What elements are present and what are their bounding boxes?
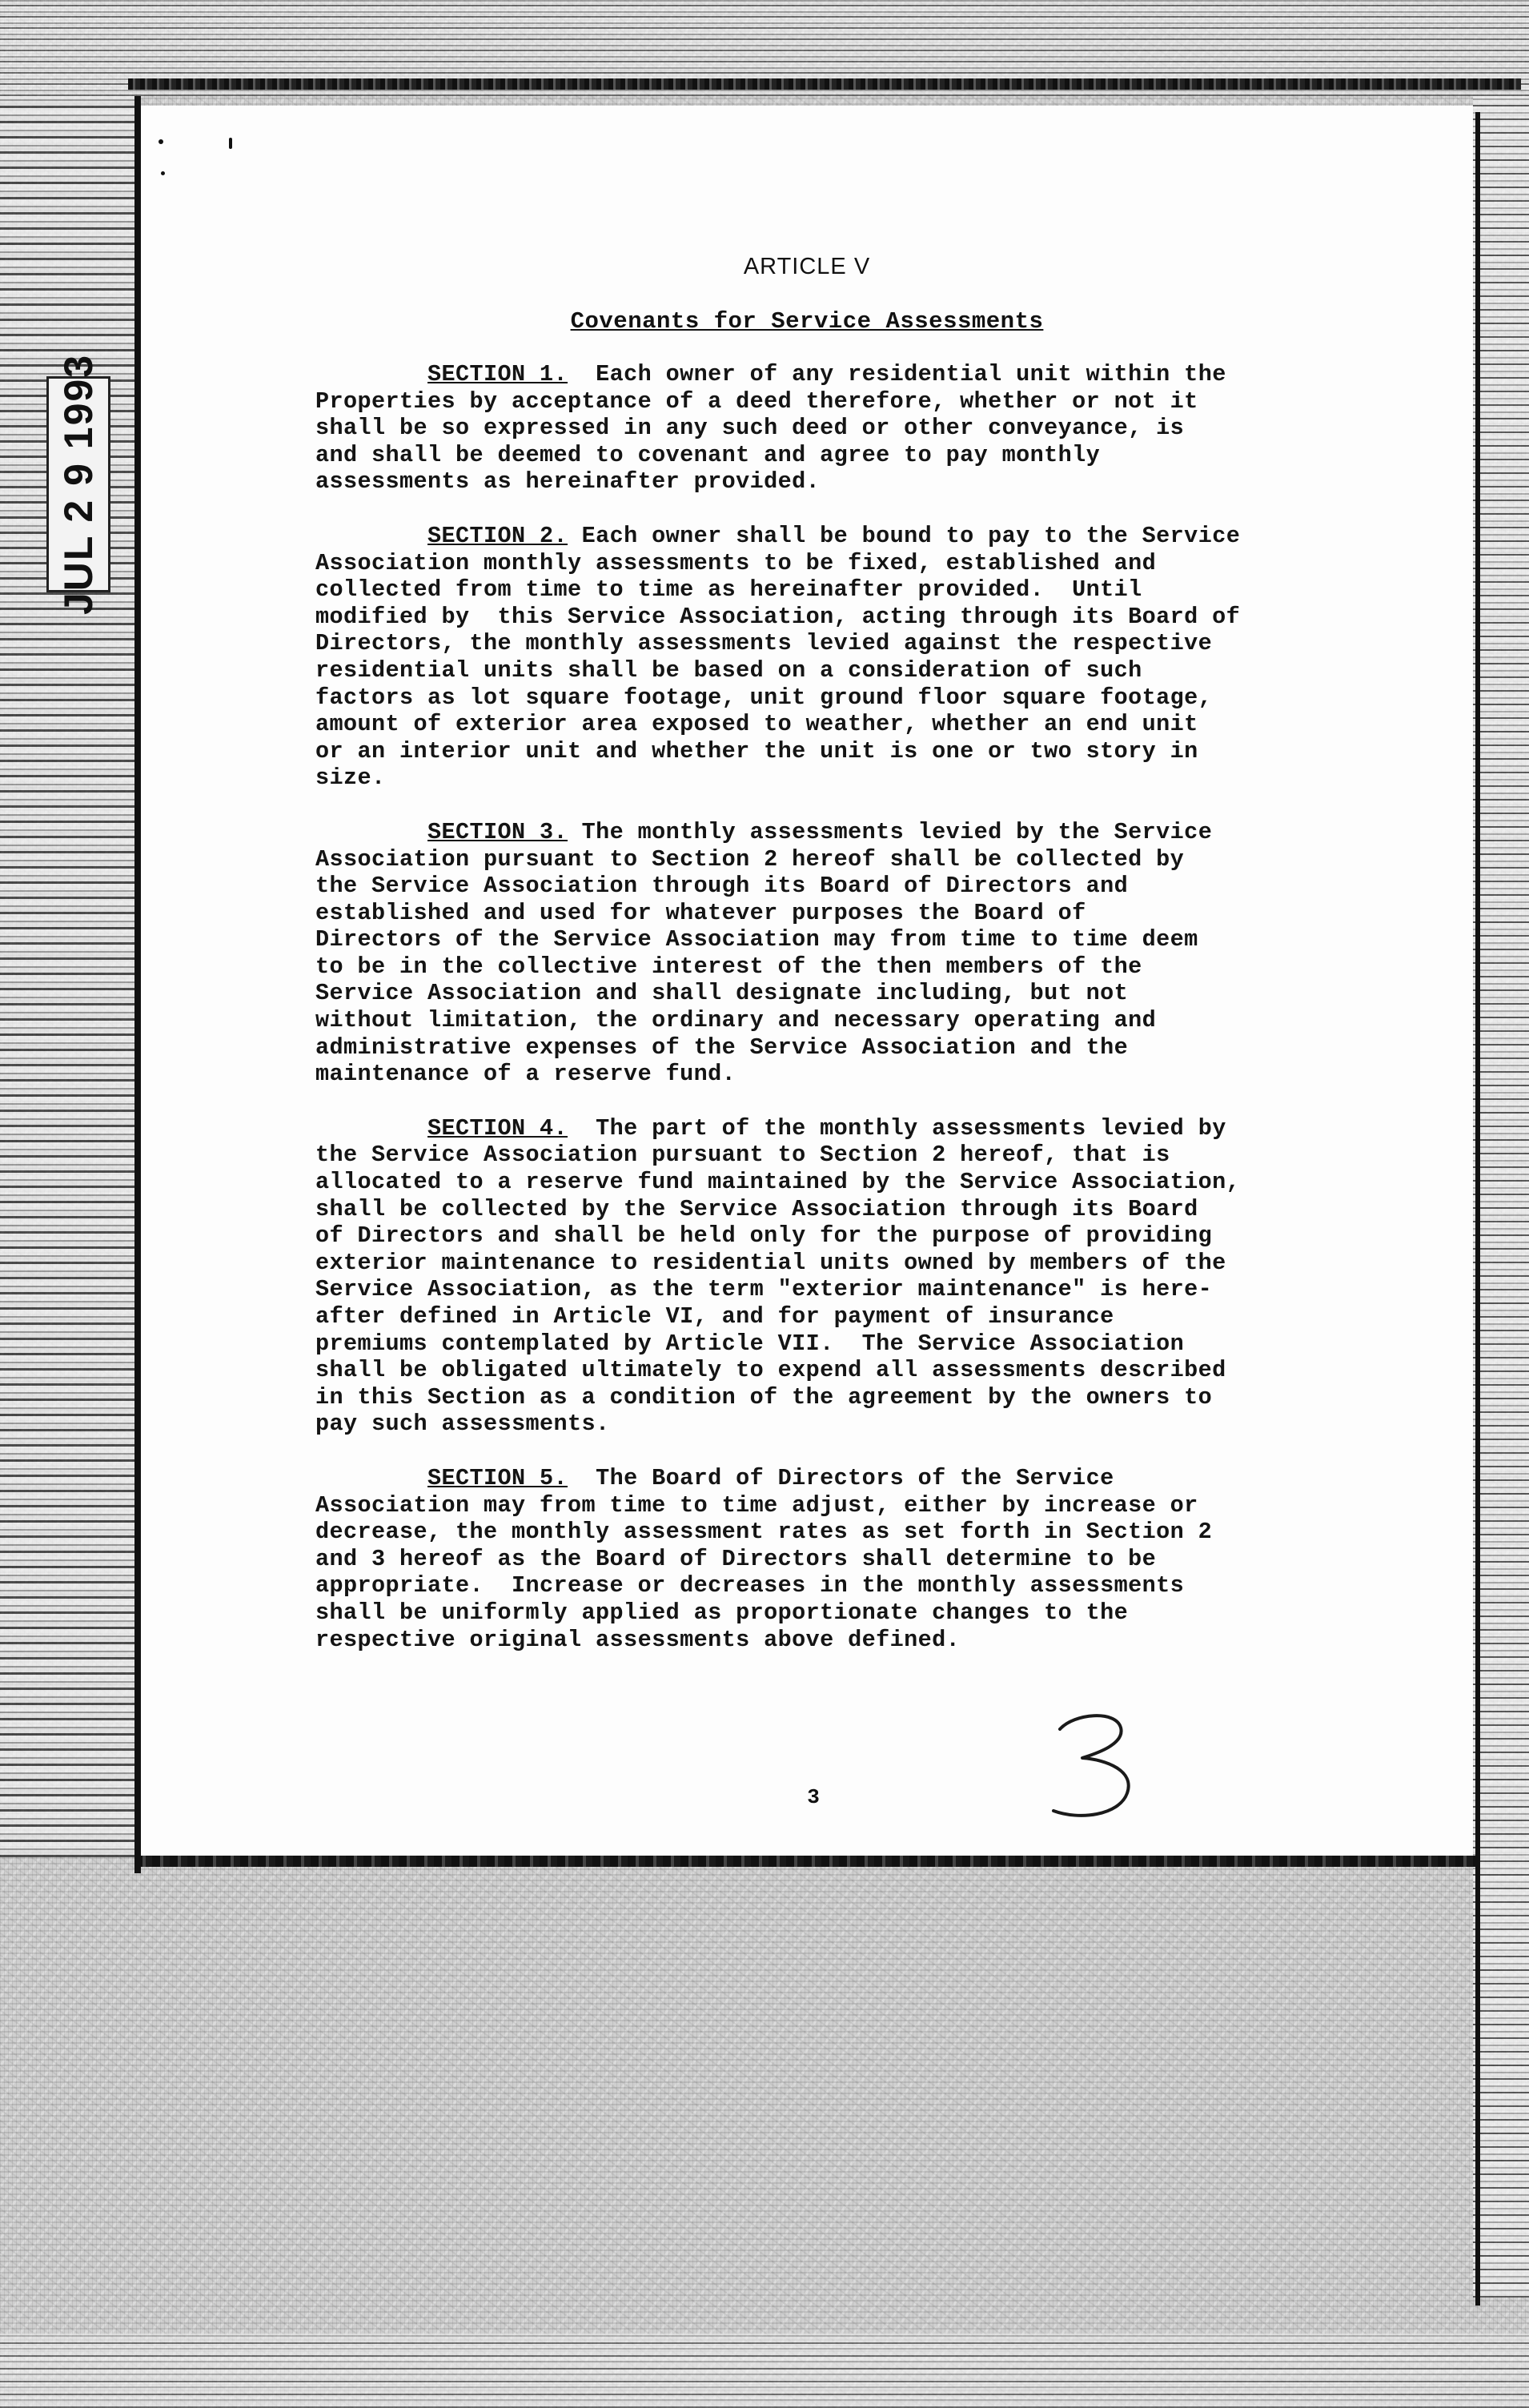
text-line: administrative expenses of the Service Association and the xyxy=(315,1033,1129,1061)
article-heading: ARTICLE V xyxy=(743,254,871,279)
text-line: or an interior unit and whether the unit is one or two story in xyxy=(315,737,1198,765)
section-1 xyxy=(315,361,1420,496)
text-line: allocated to a reserve fund maintained by the Service Association, xyxy=(315,1169,1241,1196)
section-4-heading: SECTION 4. xyxy=(427,1114,568,1142)
section-5 xyxy=(315,1465,1420,1653)
text-line: shall be uniformly applied as proportionate changes to the xyxy=(315,1599,1129,1626)
text-line: the Service Association through its Board of Directors and xyxy=(315,873,1129,900)
text-line: decrease, the monthly assessment rates as set forth in Section 2 xyxy=(315,1519,1213,1546)
scan-top-bar xyxy=(128,78,1521,90)
section-2 xyxy=(315,523,1420,792)
text-line: shall be obligated ultimately to expend all assessments described xyxy=(315,1357,1226,1384)
date-stamp xyxy=(46,353,110,616)
text-line: in this Section as a condition of the agreement by the owners to xyxy=(315,1383,1213,1411)
section-4 xyxy=(315,1115,1420,1438)
speck xyxy=(161,171,165,175)
text-line: amount of exterior area exposed to weather, whether an end unit xyxy=(315,711,1198,738)
text-line: and shall be deemed to covenant and agree to pay monthly xyxy=(315,441,1101,468)
scan-left-bar xyxy=(134,96,141,1873)
document-body xyxy=(315,361,1420,1680)
text-line: exterior maintenance to residential units owned by members of the xyxy=(315,1249,1226,1276)
text-line: maintenance of a reserve fund. xyxy=(315,1061,736,1088)
scan-right-bar xyxy=(1475,112,1480,2306)
section-3-heading: SECTION 3. xyxy=(427,818,568,845)
text-line: Service Association, as the term "exterior maintenance" is here- xyxy=(315,1276,1213,1303)
text-line: without limitation, the ordinary and necessary operating and xyxy=(315,1007,1157,1034)
text-line: Properties by acceptance of a deed therefore, whether or not it xyxy=(315,387,1198,415)
text-line: Directors of the Service Association may from time to time deem xyxy=(315,926,1198,953)
text-line: Association monthly assessments to be fixed, established and xyxy=(315,549,1157,576)
text-line: The Board of Directors of the Service xyxy=(568,1464,1114,1491)
article-title: Covenants for Service Assessments xyxy=(570,308,1044,335)
text-line: shall be so expressed in any such deed or other conveyance, is xyxy=(315,415,1185,442)
text-line: Each owner shall be bound to pay to the Service xyxy=(568,522,1241,549)
speck xyxy=(159,139,163,144)
text-line: Each owner of any residential unit within the xyxy=(568,361,1226,387)
text-line: of Directors and shall be held only for the purpose of providing xyxy=(315,1222,1213,1250)
scan-bottom-edge xyxy=(0,2334,1529,2408)
date-stamp-text: JUL 2 9 1993 xyxy=(56,353,102,616)
text-line: Directors, the monthly assessments levied against the respective xyxy=(315,630,1213,657)
section-1-heading: SECTION 1. xyxy=(427,361,568,387)
text-line: collected from time to time as hereinafter provided. Until xyxy=(315,576,1142,604)
text-line: and 3 hereof as the Board of Directors shall determine to be xyxy=(315,1545,1157,1572)
text-line: appropriate. Increase or decreases in the monthly assessments xyxy=(315,1572,1185,1599)
text-line: The part of the monthly assessments levied by xyxy=(568,1114,1226,1142)
scan-page-bottom-bar xyxy=(134,1856,1479,1867)
speck xyxy=(229,138,232,149)
text-line: after defined in Article VI, and for payment of insurance xyxy=(315,1303,1114,1330)
text-line: assessments as hereinafter provided. xyxy=(315,468,821,496)
page-number: 3 xyxy=(807,1785,820,1809)
scan-right-edge xyxy=(1473,96,1529,2298)
document-page xyxy=(141,106,1473,1856)
text-line: the Service Association pursuant to Section 2 hereof, that is xyxy=(315,1142,1170,1169)
section-3 xyxy=(315,819,1420,1088)
text-line: to be in the collective interest of the then members of the xyxy=(315,953,1142,980)
text-line: Association pursuant to Section 2 hereof shall be collected by xyxy=(315,845,1185,873)
text-line: factors as lot square footage, unit ground floor square footage, xyxy=(315,684,1213,711)
text-line: shall be collected by the Service Association through its Board xyxy=(315,1195,1198,1222)
section-2-heading: SECTION 2. xyxy=(427,522,568,549)
text-line: established and used for whatever purposes the Board of xyxy=(315,899,1086,926)
text-line: size. xyxy=(315,765,386,792)
text-line: pay such assessments. xyxy=(315,1411,610,1438)
handwritten-page-number-icon xyxy=(1042,1699,1146,1835)
text-line: Service Association and shall designate including, but not xyxy=(315,980,1129,1007)
text-line: The monthly assessments levied by the Service xyxy=(568,818,1213,845)
text-line: respective original assessments above defined. xyxy=(315,1626,961,1653)
text-line: premiums contemplated by Article VII. The Service Association xyxy=(315,1330,1185,1357)
text-line: Association may from time to time adjust, either by increase or xyxy=(315,1491,1198,1519)
text-line: residential units shall be based on a consideration of such xyxy=(315,656,1142,684)
text-line: modified by this Service Association, acting through its Board of xyxy=(315,603,1241,630)
section-5-heading: SECTION 5. xyxy=(427,1464,568,1491)
